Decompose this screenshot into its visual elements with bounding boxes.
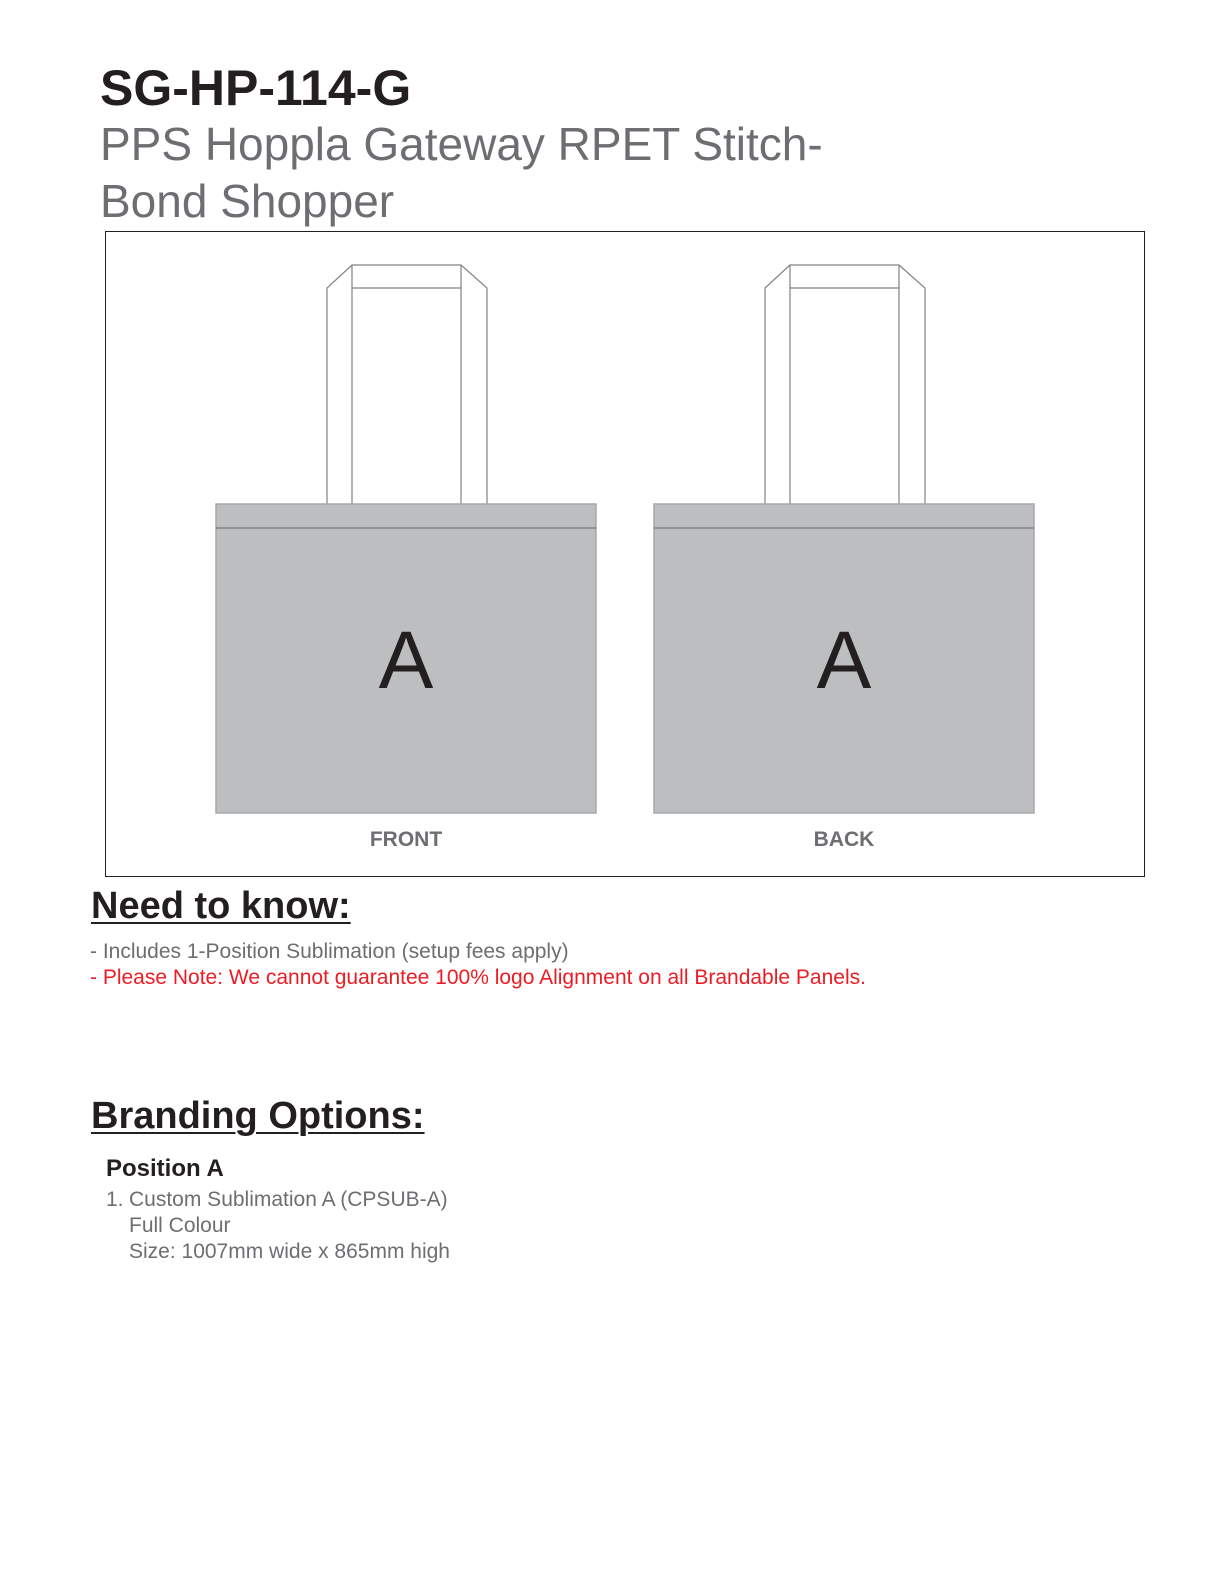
- note-setup-fees: - Includes 1-Position Sublimation (setup fees apply): [90, 940, 569, 963]
- front-view-label: FRONT: [369, 828, 443, 851]
- option-name: Custom Sublimation A (CPSUB-A): [129, 1188, 448, 1211]
- front-bag-view: [216, 265, 596, 851]
- product-diagram: [105, 231, 1145, 877]
- option-item: [106, 1187, 450, 1265]
- back-bag-view: [654, 265, 1034, 851]
- front-position-marker: A: [378, 615, 434, 706]
- option-colour: Full Colour: [129, 1214, 231, 1237]
- front-bag-handle: [327, 265, 487, 504]
- product-sku: SG-HP-114-G: [100, 60, 412, 116]
- product-name: PPS Hoppla Gateway RPET Stitch-Bond Shopper: [100, 118, 823, 227]
- bag-views-drawing: [106, 232, 1146, 878]
- note-alignment-warning: - Please Note: We cannot guarantee 100% logo Alignment on all Brandable Panels.: [90, 966, 866, 989]
- position-a-options: [106, 1187, 450, 1265]
- back-view-label: BACK: [813, 828, 875, 851]
- back-position-marker: A: [816, 615, 872, 706]
- option-size: Size: 1007mm wide x 865mm high: [129, 1240, 450, 1263]
- need-to-know-heading: Need to know:: [91, 885, 351, 927]
- back-bag-handle: [765, 265, 925, 504]
- branding-options-heading: Branding Options:: [91, 1095, 425, 1137]
- position-a-title: Position A: [106, 1155, 224, 1182]
- option-number: 1.: [106, 1188, 124, 1211]
